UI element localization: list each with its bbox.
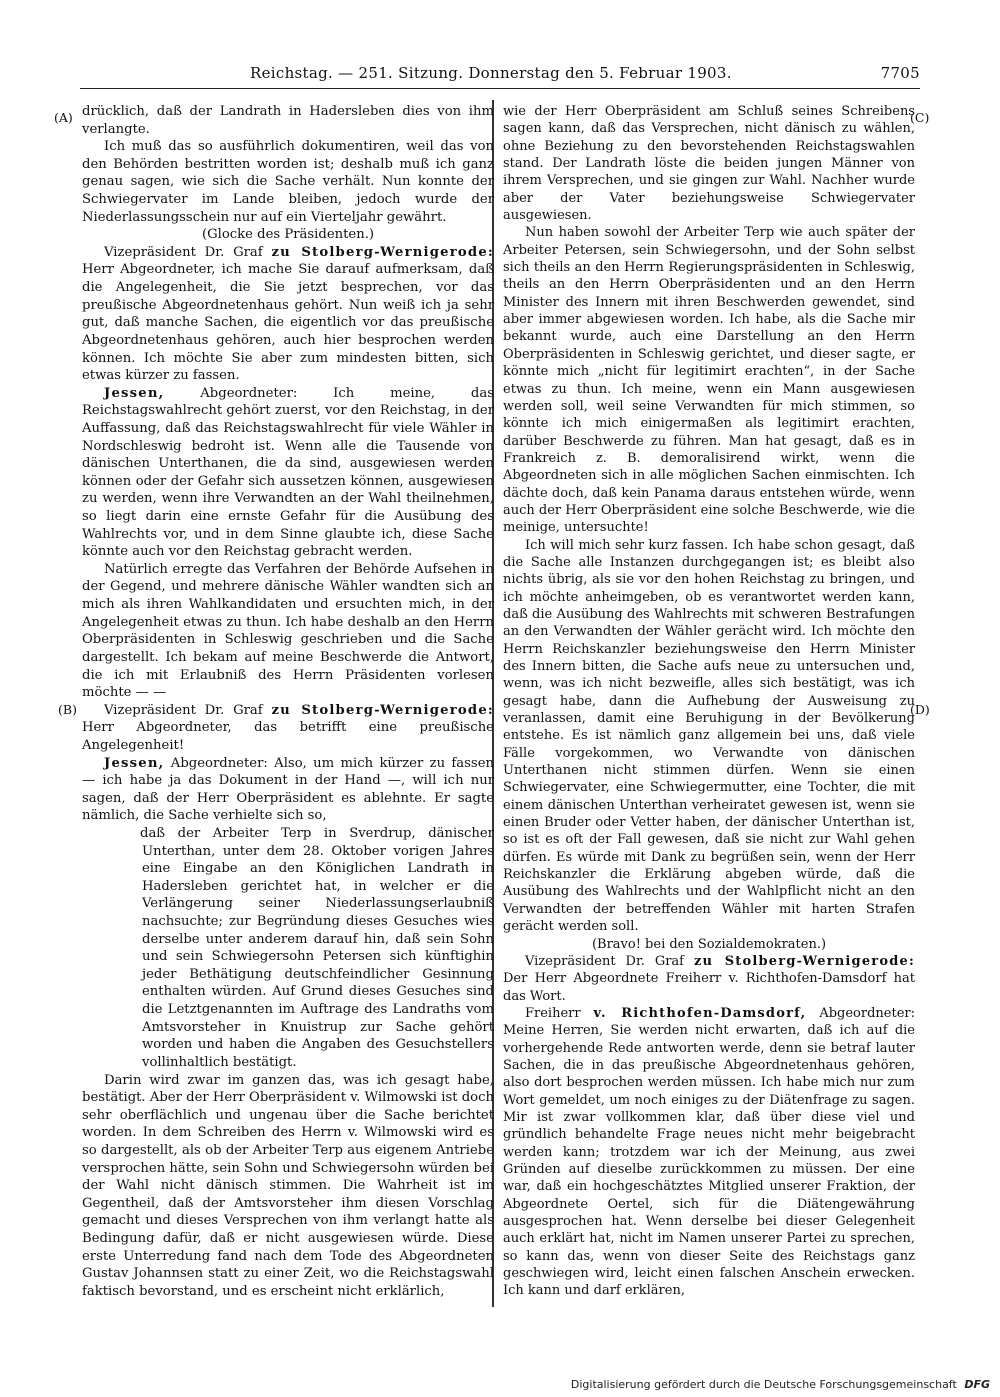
speech-paragraph bbox=[82, 244, 494, 385]
speech-text: Abgeordneter: Meine Herren, Sie werden nicht erwarten, daß ich auf die vorhergehende Rede antworten werde, denn sie betraf lauter Sachen, die in das preußische Abgeordnetenhaus gehören, also dort besprochen werden müssen. Ich habe mich nur zum Wort gemeldet, um noch einiges zu der Diätenfrage zu sagen. Mir ist zwar vollkommen klar, daß über diese viel und gründlich behandelte Frage neues nicht mehr beigebracht werden kann; trotzdem war ich der Meinung, aus zwei Gründen auf dieselbe zurückkommen zu müssen. Der eine war, daß ein hochgeschätztes Mitglied unserer Fraktion, der Abgeordnete Oertel, sich für die Diätengewährung ausgesprochen hat. Wenn derselbe bei dieser Gelegenheit auch erklärt hat, nicht im Namen unserer Partei zu sprechen, so kann das, wenn von dieser Seite des Reichstags ganz geschwiegen wird, leicht einen falschen Anschein erwecken. Ich kann und darf erklären, bbox=[503, 1005, 915, 1299]
speaker-name: zu Stolberg-Wernigerode: bbox=[693, 953, 915, 969]
paragraph: Darin wird zwar im ganzen das, was ich gesagt habe, bestätigt. Aber der Herr Oberpräsident v. Wilmowski ist doch sehr oberflächlich und ungenau über die Sache berichtet worden. In dem Schreiben des Herrn v. Wilmowski wird es so dargestellt, als ob der Arbeiter Terp aus eigenem Antriebe versprochen hätte, sein Sohn und Schwiegersohn würden bei der Wahl nicht dänisch stimmen. Die Wahrheit ist im Gegentheil, daß der Amtsvorsteher ihm diesen Vorschlag gemacht und dieses Versprechen von ihm verlangt hatte als Bedingung dafür, daß er nicht ausgewiesen würde. Diese erste Unterredung fand nach dem Tode des Abgeordneten Gustav Johannsen statt zu einer Zeit, wo die Reichstagswahl faktisch bevorstand, und es erscheint nicht erklärlich, bbox=[82, 1072, 494, 1299]
quoted-passage: daß der Arbeiter Terp in Sverdrup, dänischer Unterthan, unter dem 28. Oktober vorigen Jahres eine Eingabe an den Königlichen Landrath in Hadersleben gerichtet hat, in welcher er die Verlängerung seiner Niederlassungserlaubniß nachsuchte; zur Begründung dieses Gesuches wies derselbe unter anderem darauf hin, daß sein Sohn und sein Schwiegersohn Petersen sich künftighin jeder Bethätigung deutschfeindlicher Gesinnung enthalten würden. Auf Grund dieses Gesuches sind die Letztgenannten im Auftrage des Landraths vom Amtsvorsteher in Knuistrup zur Sache gehört worden und haben die Angaben des Gesuchstellers vollinhaltlich bestätigt. bbox=[140, 825, 494, 1070]
speaker-name: zu Stolberg-Wernigerode: bbox=[271, 244, 494, 260]
left-column bbox=[82, 103, 494, 1300]
speech-paragraph bbox=[82, 385, 494, 561]
speech-text: Abgeordneter: Also, um mich kürzer zu fassen — ich habe ja das Dokument in der Hand —, will ich nur sagen, daß der Herr Oberpräsident es ablehnte. Er sagte nämlich, die Sache verhielte sich so, bbox=[82, 755, 494, 824]
speaker-name: Jessen, bbox=[104, 755, 165, 771]
speech-paragraph bbox=[503, 953, 915, 1005]
paragraph: Ich muß das so ausführlich dokumentiren, weil das von den Behörden bestritten worden ist; deshalb muß ich ganz genau sagen, wie sich die Sache verhält. Nun konnte der Schwiegervater im Lande bleiben, jedoch wurde der Niederlassungsschein nur auf ein Vierteljahr gewährt. bbox=[82, 139, 494, 225]
margin-marker-d: (D) bbox=[910, 702, 930, 717]
margin-marker-a: (A) bbox=[54, 110, 73, 125]
speech-paragraph bbox=[82, 755, 494, 825]
speech-paragraph bbox=[82, 702, 494, 755]
speech-text: Herr Abgeordneter, ich mache Sie darauf aufmerksam, daß die Angelegenheit, die Sie jetzt besprechen, vor das preußische Abgeordnetenhaus gehört. Nun weiß ich ja sehr gut, daß manche Sachen, die eigentlich vor das preußische Abgeordnetenhaus gehören, auch hier besprochen werden können. Ich möchte Sie aber zum mindesten bitten, sich etwas kürzer zu fassen. bbox=[82, 262, 494, 384]
speech-text: Der Herr Abgeordnete Freiherr v. Richthofen-Damsdorf hat das Wort. bbox=[503, 971, 915, 1004]
page-header bbox=[80, 62, 920, 89]
page-number: 7705 bbox=[880, 64, 920, 82]
paragraph: drücklich, daß der Landrath in Hadersleben dies von ihm verlangte. bbox=[82, 104, 494, 137]
speaker-name: v. Richthofen-Damsdorf, bbox=[593, 1005, 807, 1021]
digitization-credit bbox=[571, 1378, 990, 1391]
margin-marker-c: (C) bbox=[910, 110, 930, 125]
speech-text: Abgeordneter: Ich meine, das Reichstagswahlrecht gehört zuerst, vor den Reichstag, in der Auffassung, daß das Reichstagswahlrecht für viele Wähler in Nordschleswig bedroht ist. Wenn alle die Tausende von dänischen Unterthanen, die da sind, ausgewiesen werden können oder der Gefahr sich aussetzen können, ausgewiesen zu werden, wenn ihre Verwandten an der Wahl theilnehmen, so liegt darin eine ernste Gefahr für die Ausübung des Wahlrechts vor, und in dem Sinne glaubte ich, diese Sache könnte auch vor den Reichstag gebracht werden. bbox=[82, 385, 494, 560]
speaker-title: Freiherr bbox=[525, 1005, 594, 1021]
speaker-role: Vizepräsident Dr. Graf bbox=[104, 244, 272, 260]
speech-paragraph bbox=[503, 1005, 915, 1300]
stage-direction: (Bravo! bei den Sozialdemokraten.) bbox=[591, 936, 827, 952]
paragraph: Nun haben sowohl der Arbeiter Terp wie auch später der Arbeiter Petersen, sein Schwiegersohn, und der Sohn selbst sich theils an den Herrn Regierungspräsidenten in Schleswig, theils an den Herrn Oberpräsidenten und an den Herrn Minister des Innern mit ihren Beschwerden gewendet, sind aber immer abgewiesen worden. Ich habe, als die Sache mir bekannt wurde, auch eine Darstellung an den Herrn Oberpräsidenten in Schleswig gerichtet, und dieser sagte, er könnte mich „nicht für legitimirt erachten“, in der Sache etwas zu thun. Ich meine, wenn ein Mann ausgewiesen werden soll, weil seine Verwandten für mich stimmen, so könnte ich mich einigermaßen als legitimirt erachten, darüber Beschwerde zu führen. Man hat gesagt, daß es in Frankreich z. B. demoralisirend wirkt, wenn die Abgeordneten sich in alle möglichen Sachen einmischten. Ich dächte doch, daß kein Panama daraus entstehen würde, wenn auch der Herr Oberpräsident eine solche Beschwerde, wie die meinige, untersuchte! bbox=[503, 225, 915, 536]
margin-marker-b: (B) bbox=[58, 702, 77, 717]
stage-direction: (Glocke des Präsidenten.) bbox=[201, 227, 375, 243]
speaker-role: Vizepräsident Dr. Graf bbox=[525, 953, 694, 969]
header-title: Reichstag. — 251. Sitzung. Donnerstag den 5. Februar 1903. bbox=[250, 64, 732, 82]
speaker-name: zu Stolberg-Wernigerode: bbox=[271, 702, 494, 718]
speaker-role: Vizepräsident Dr. Graf bbox=[104, 702, 272, 718]
paragraph: wie der Herr Oberpräsident am Schluß seines Schreibens sagen kann, daß das Versprechen, nicht dänisch zu wählen, ohne Beziehung zu den bevorstehenden Reichstagswahlen stand. Der Landrath löste die beiden jungen Männer von ihrem Versprechen, und sie gingen zur Wahl. Nachher wurde aber der Vater beziehungsweise Schwiegervater ausgewiesen. bbox=[503, 104, 915, 224]
paragraph: Ich will mich sehr kurz fassen. Ich habe schon gesagt, daß die Sache alle Instanzen durchgegangen ist; es bleibt also nichts übrig, als sie vor den hohen Reichstag zu bringen, und ich möchte anheimgeben, ob es verantwortet werden kann, daß die Ausübung des Wahlrechts mit schweren Bestrafungen an den Verwandten der Wähler gerächt wird. Ich möchte den Herrn Reichskanzler beziehungsweise den Herrn Minister des Innern bitten, die Sache aufs neue zu untersuchen und, wenn, was ich nicht bezweifle, alles sich bestätigt, was ich gesagt habe, dann die Aufhebung der Ausweisung zu veranlassen, damit eine Beruhigung in der Bevölkerung entstehe. Es ist nämlich ganz allgemein bei uns, daß viele Fälle vorgekommen, wo Verwandte von dänischen Unterthanen nicht stimmen dürfen. Wenn sie einen Schwiegervater, eine Schwiegermutter, eine Tochter, die mit einem dänischen Unterthan verheiratet gewesen ist, wenn sie einen Bruder oder Vetter haben, der dänischer Unterthan ist, so ist es oft der Fall gewesen, daß sie nicht zur Wahl gehen dürfen. Es würde mit Dank zu begrüßen sein, wenn der Herr Reichskanzler die Erklärung abgeben würde, daß die Ausübung des Wahlrechts und der Wahlpflicht nicht an den Verwandten der betreffenden Wähler mit harten Strafen gerächt werden soll. bbox=[503, 537, 915, 935]
right-column bbox=[503, 103, 915, 1300]
speaker-name: Jessen, bbox=[104, 385, 165, 401]
speech-text: Herr Abgeordneter, das betrifft eine preußische Angelegenheit! bbox=[82, 720, 494, 753]
paragraph: Natürlich erregte das Verfahren der Behörde Aufsehen in der Gegend, und mehrere dänische Wähler wandten sich an mich als ihren Wahlkandidaten und ersuchten mich, in der Angelegenheit etwas zu thun. Ich habe deshalb an den Herrn Oberpräsidenten in Schleswig geschrieben und die Sache dargestellt. Ich bekam auf meine Beschwerde die Antwort, die ich mit Erlaubniß des Herrn Präsidenten vorlesen möchte — — bbox=[82, 561, 494, 701]
dfg-logo: DFG bbox=[964, 1378, 990, 1391]
credit-text: Digitalisierung gefördert durch die Deutsche Forschungsgemeinschaft bbox=[570, 1378, 957, 1391]
